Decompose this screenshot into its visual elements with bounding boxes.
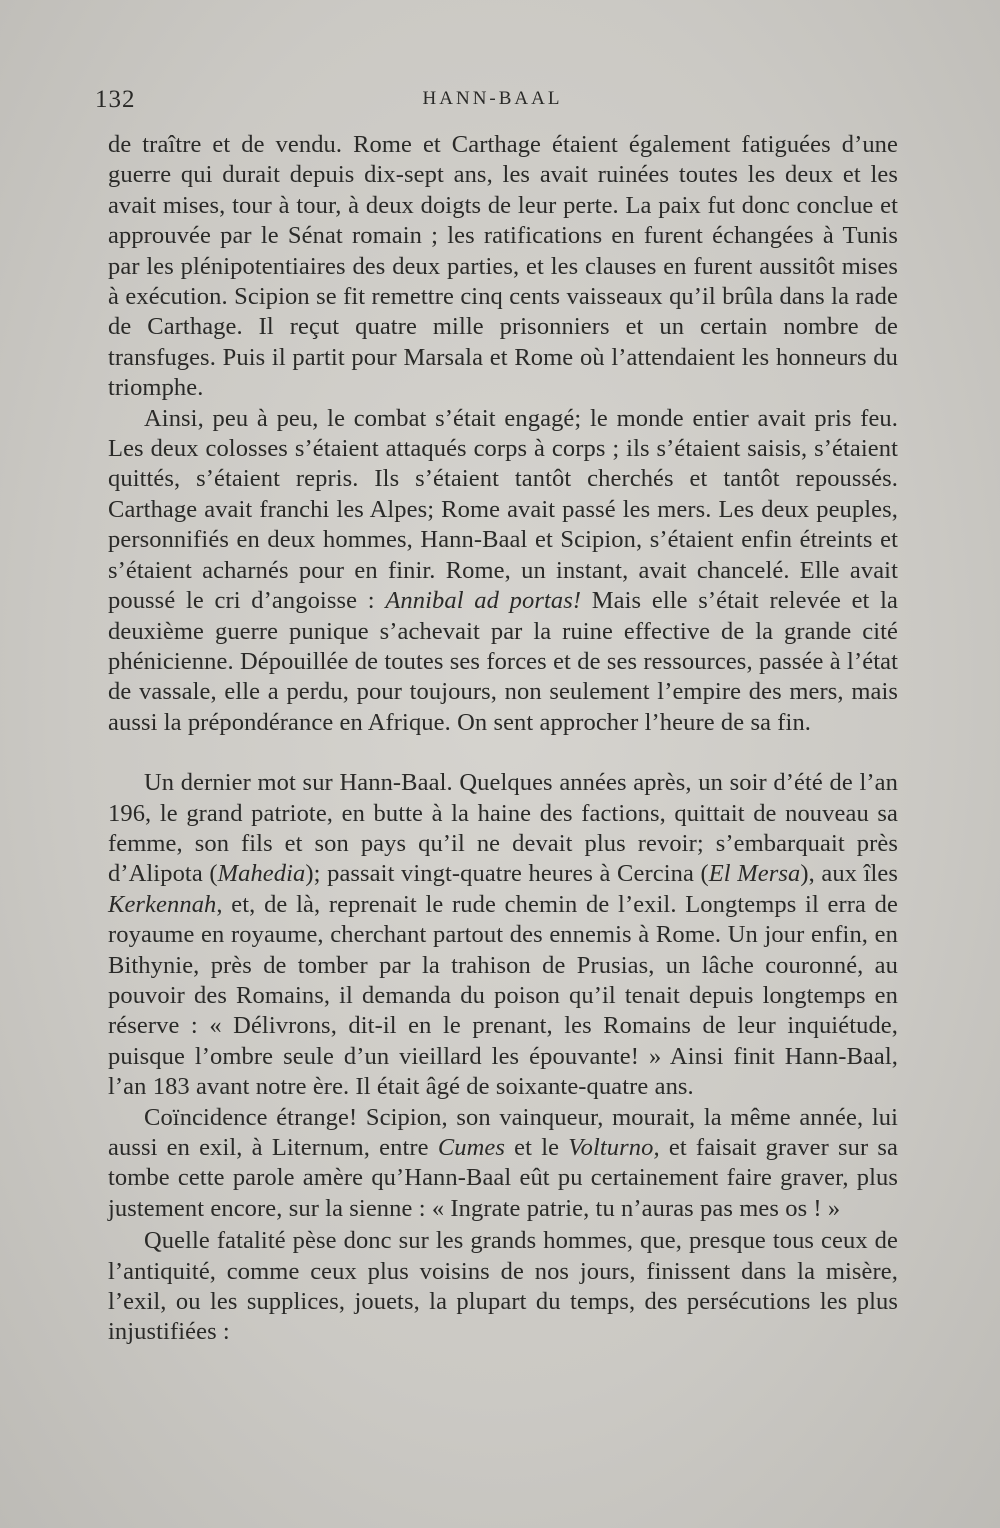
paragraph-2: [108, 404, 898, 738]
paragraph-4-italic-1: Cumes: [437, 1134, 506, 1161]
paragraph-3-italic-3: Kerkennah: [108, 890, 217, 918]
paragraph-3-text-3: ), aux îles: [800, 860, 898, 888]
page-header: [95, 86, 890, 120]
body-text: [108, 130, 898, 1348]
paragraph-3-italic-2: El Mersa: [708, 860, 801, 888]
paragraph-2-text-a: Ainsi, peu à peu, le combat s’était engagé; le monde entier avait pris feu. Les deux colosses s’étaient attaqués corps à corps ; ils s’étaient saisis, s’étaient quittés, s’étaient repris. Ils s’étaient tantôt cherchés et tantôt repoussés. Carthage avait franchi les Alpes; Rome avait passé les mers. Les deux peuples, personnifiés en deux hommes, Hann-Baal et Scipion, s’étaient enfin étreints et s’étaient acharnés pour en finir. Rome, un instant, avait chancelé. Elle avait poussé le cri d’angoisse :: [108, 404, 898, 615]
paragraph-4-italic-2: Volturno,: [568, 1134, 660, 1161]
paragraph-3-italic-1: Mahedia: [217, 860, 306, 888]
paragraph-2-text-b: Mais elle s’était relevée et la deuxième guerre punique s’achevait par la ruine effective de la grande cité phénicienne. Dépouillée de toutes ses forces et de ses ressources, passée à l’état de vassale, elle a perdu, pour toujours, non seulement l’empire des mers, mais aussi la prépondérance en Afrique. On sent approcher l’heure de sa fin.: [108, 587, 898, 736]
paragraph-2-italic: Annibal ad portas!: [385, 587, 582, 615]
paragraph-4-text-1: Coïncidence étrange! Scipion, son vainqueur, mourait, la même année, lui aussi en exil, à Liternum, entre: [108, 1103, 898, 1161]
paragraph-3: [108, 768, 898, 1102]
paragraph-4-text-2: et le: [505, 1134, 569, 1161]
paragraph-1: de traître et de vendu. Rome et Carthage étaient également fatiguées d’une guerre qui durait depuis dix-sept ans, les avait ruinées toutes les deux et les avait mises, tour à tour, à deux doigts de leur perte. La paix fut donc conclue et approuvée par le Sénat romain ; les ratifications en furent échangées à Tunis par les plénipotentiaires des deux parties, et les clauses en furent aussitôt mises à exécution. Scipion se fit remettre cinq cents vaisseaux qu’il brûla dans la rade de Carthage. Il reçut quatre mille prisonniers et un certain nombre de transfuges. Puis il partit pour Marsala et Rome où l’attendaient les honneurs du triomphe.: [108, 131, 898, 402]
paragraph-3-text-1: Un dernier mot sur Hann-Baal. Quelques années après, un soir d’été de l’an 196, le grand patriote, en butte à la haine des factions, quittait de nouveau sa femme, son fils et son pays qu’il ne devait plus revoir; s’embarquait près d’Alipota (: [108, 769, 898, 888]
paragraph-4-text-3: et faisait graver sur sa tombe cette parole amère qu’Hann-Baal eût pu certainement faire graver, plus justement encore, sur la sienne : « Ingrate patrie, tu n’auras pas mes os ! »: [108, 1134, 899, 1222]
running-head: HANN-BAAL: [422, 88, 563, 109]
paragraph-4: [108, 1103, 898, 1225]
paragraph-5: Quelle fatalité pèse donc sur les grands hommes, que, presque tous ceux de l’antiquité, comme ceux plus voisins de nos jours, finissent dans la misère, l’exil, ou les supplices, jouets, la plupart du temps, des persécutions les plus injustifiées :: [108, 1227, 898, 1346]
paragraph-3-text-4: , et, de là, reprenait le rude chemin de l’exil. Longtemps il erra de royaume en royaume, cherchant partout des ennemis à Rome. Un jour enfin, en Bithynie, près de tomber par la trahison de Prusias, un lâche couronné, au pouvoir des Romains, il demanda du poison qu’il tenait depuis longtemps en réserve : « Délivrons, dit-il en le prenant, les Romains de leur inquiétude, puisque l’ombre seule d’un vieillard les épouvante! » Ainsi finit Hann-Baal, l’an 183 avant notre ère. Il était âgé de soixante-quatre ans.: [108, 890, 898, 1101]
page-number: 132: [95, 86, 136, 113]
paragraph-3-text-2: ); passait vingt-quatre heures à Cercina (: [305, 860, 709, 888]
